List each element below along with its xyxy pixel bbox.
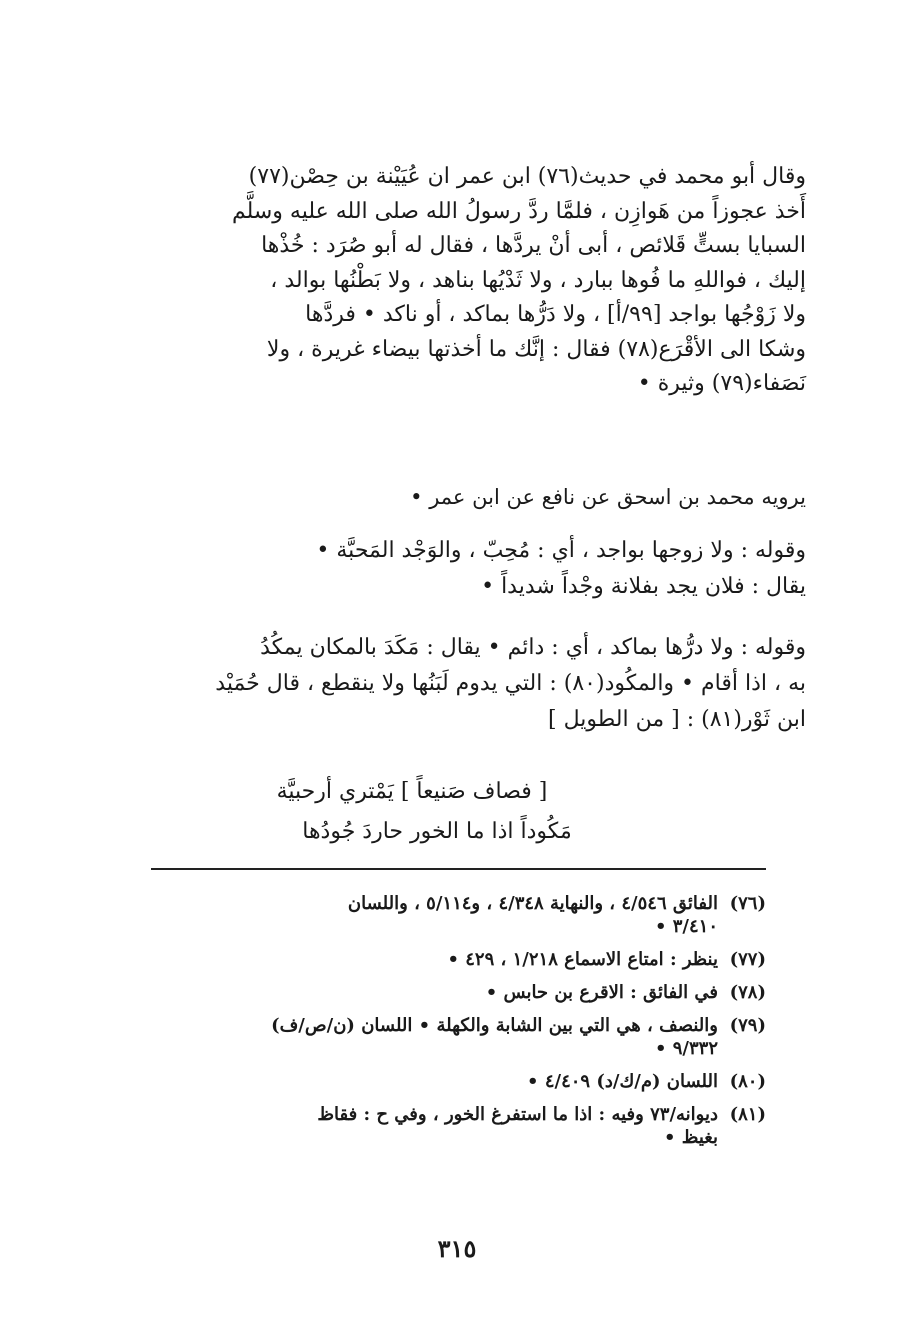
text-line: إليك ، فواللهِ ما فُوها ببارد ، ولا ثَدْيُها بناهد ، ولا بَطْنُها بوالد ، — [270, 267, 806, 293]
verse-line-2: مَكُوداً اذا ما الخور حاردَ جُودُها — [302, 819, 572, 844]
paragraph-narration — [116, 480, 806, 515]
text-line: به ، اذا أقام • والمكُود(٨٠) : التي يدوم لَبَنُها ولا ينقطع ، قال حُمَيْد — [215, 671, 806, 696]
footnote-text — [111, 1014, 718, 1060]
page-number: ٣١٥ — [437, 1234, 477, 1263]
text-line: يقال : فلان يجد بفلانة وجْداً شديداً • — [481, 574, 806, 599]
footnote-line: الفائق ٤/٥٤٦ ، والنهاية ٤/٣٤٨ ، و٥/١١٤ ، واللسان — [347, 893, 718, 914]
text-line: وقال أبو محمد في حديث(٧٦) ابن عمر ان عُيَيْنة بن حِصْن(٧٧) — [248, 164, 806, 189]
footnote-number: (٧٩) — [729, 1015, 766, 1036]
footnote-number: (٨٠) — [729, 1071, 766, 1092]
footnote-number: (٨١) — [729, 1104, 766, 1125]
footnote-text — [111, 1070, 718, 1093]
text-line: يرويه محمد بن اسحق عن نافع عن ابن عمر • — [410, 485, 806, 509]
footnote-line: والنصف ، هي التي بين الشابة والكهلة • اللسان (ن/ص/ف) — [271, 1015, 718, 1036]
footnote-77 — [111, 948, 766, 971]
footnote-text — [111, 948, 718, 971]
verse-line-1: [ فصاف صَنيعاً ] يَمْتري أرحبيَّة — [276, 779, 548, 804]
footnote-text — [111, 892, 718, 938]
footnote-number: (٧٦) — [729, 893, 766, 914]
footnote-78 — [111, 981, 766, 1004]
footnote-number: (٧٨) — [729, 982, 766, 1003]
paragraph-commentary-wajid — [116, 533, 806, 605]
footnote-line: في الفائق : الاقرع بن حابس • — [485, 982, 718, 1003]
footnote-line: اللسان (م/ك/د) ٤/٤٠٩ • — [527, 1071, 718, 1092]
footnote-text — [111, 981, 718, 1004]
paragraph-hadith — [116, 160, 806, 402]
footnote-line: ٣/٤١٠ • — [654, 916, 718, 937]
text-line: أَخذ عجوزاً من هَوازِن ، فلمَّا ردَّ رسولُ الله صلى الله عليه وسلَّم — [231, 198, 806, 224]
footnote-line: بغيظ • — [664, 1127, 718, 1148]
text-line: ولا زَوْجُها بواجد [٩٩/أ] ، ولا دَرُّها بماكد ، أو ناكد • فردَّها — [305, 302, 806, 327]
paragraph-commentary-makid — [116, 630, 806, 738]
text-line: نَصَفاء(٧٩) وثيرة • — [637, 371, 806, 396]
text-line: السبايا بستٍّ قَلائص ، أبى أنْ يردَّها ، فقال له أبو صُرَد : خُذْها — [261, 233, 806, 258]
footnote-number: (٧٧) — [729, 949, 766, 970]
footnote-76 — [111, 892, 766, 938]
footnote-line: ديوانه/٧٣ وفيه : اذا ما استفرغ الخور ، وفي ح : فقاظ — [317, 1104, 718, 1125]
footnote-80 — [111, 1070, 766, 1093]
text-line: وقوله : ولا درُّها بماكد ، أي : دائم • يقال : مَكَدَ بالمكان يمكُدُ — [260, 635, 806, 660]
footnote-text — [111, 1103, 718, 1149]
text-line: وشكا الى الأقْرَع(٧٨) فقال : إنَّك ما أخذتها بيضاء غريرة ، ولا — [266, 336, 806, 362]
footnote-line: ينظر : امتاع الاسماع ١/٢١٨ ، ٤٢٩ • — [447, 949, 718, 970]
footnote-divider — [151, 868, 766, 870]
footnote-81 — [111, 1103, 766, 1149]
footnotes — [111, 892, 766, 1159]
text-line: ابن ثَوْر(٨١) : [ من الطويل ] — [548, 707, 806, 732]
text-line: وقوله : ولا زوجها بواجد ، أي : مُحِبّ ، والوَجْد المَحبَّة • — [316, 538, 806, 563]
footnote-line: ٩/٣٣٢ • — [654, 1038, 718, 1059]
footnote-79 — [111, 1014, 766, 1060]
